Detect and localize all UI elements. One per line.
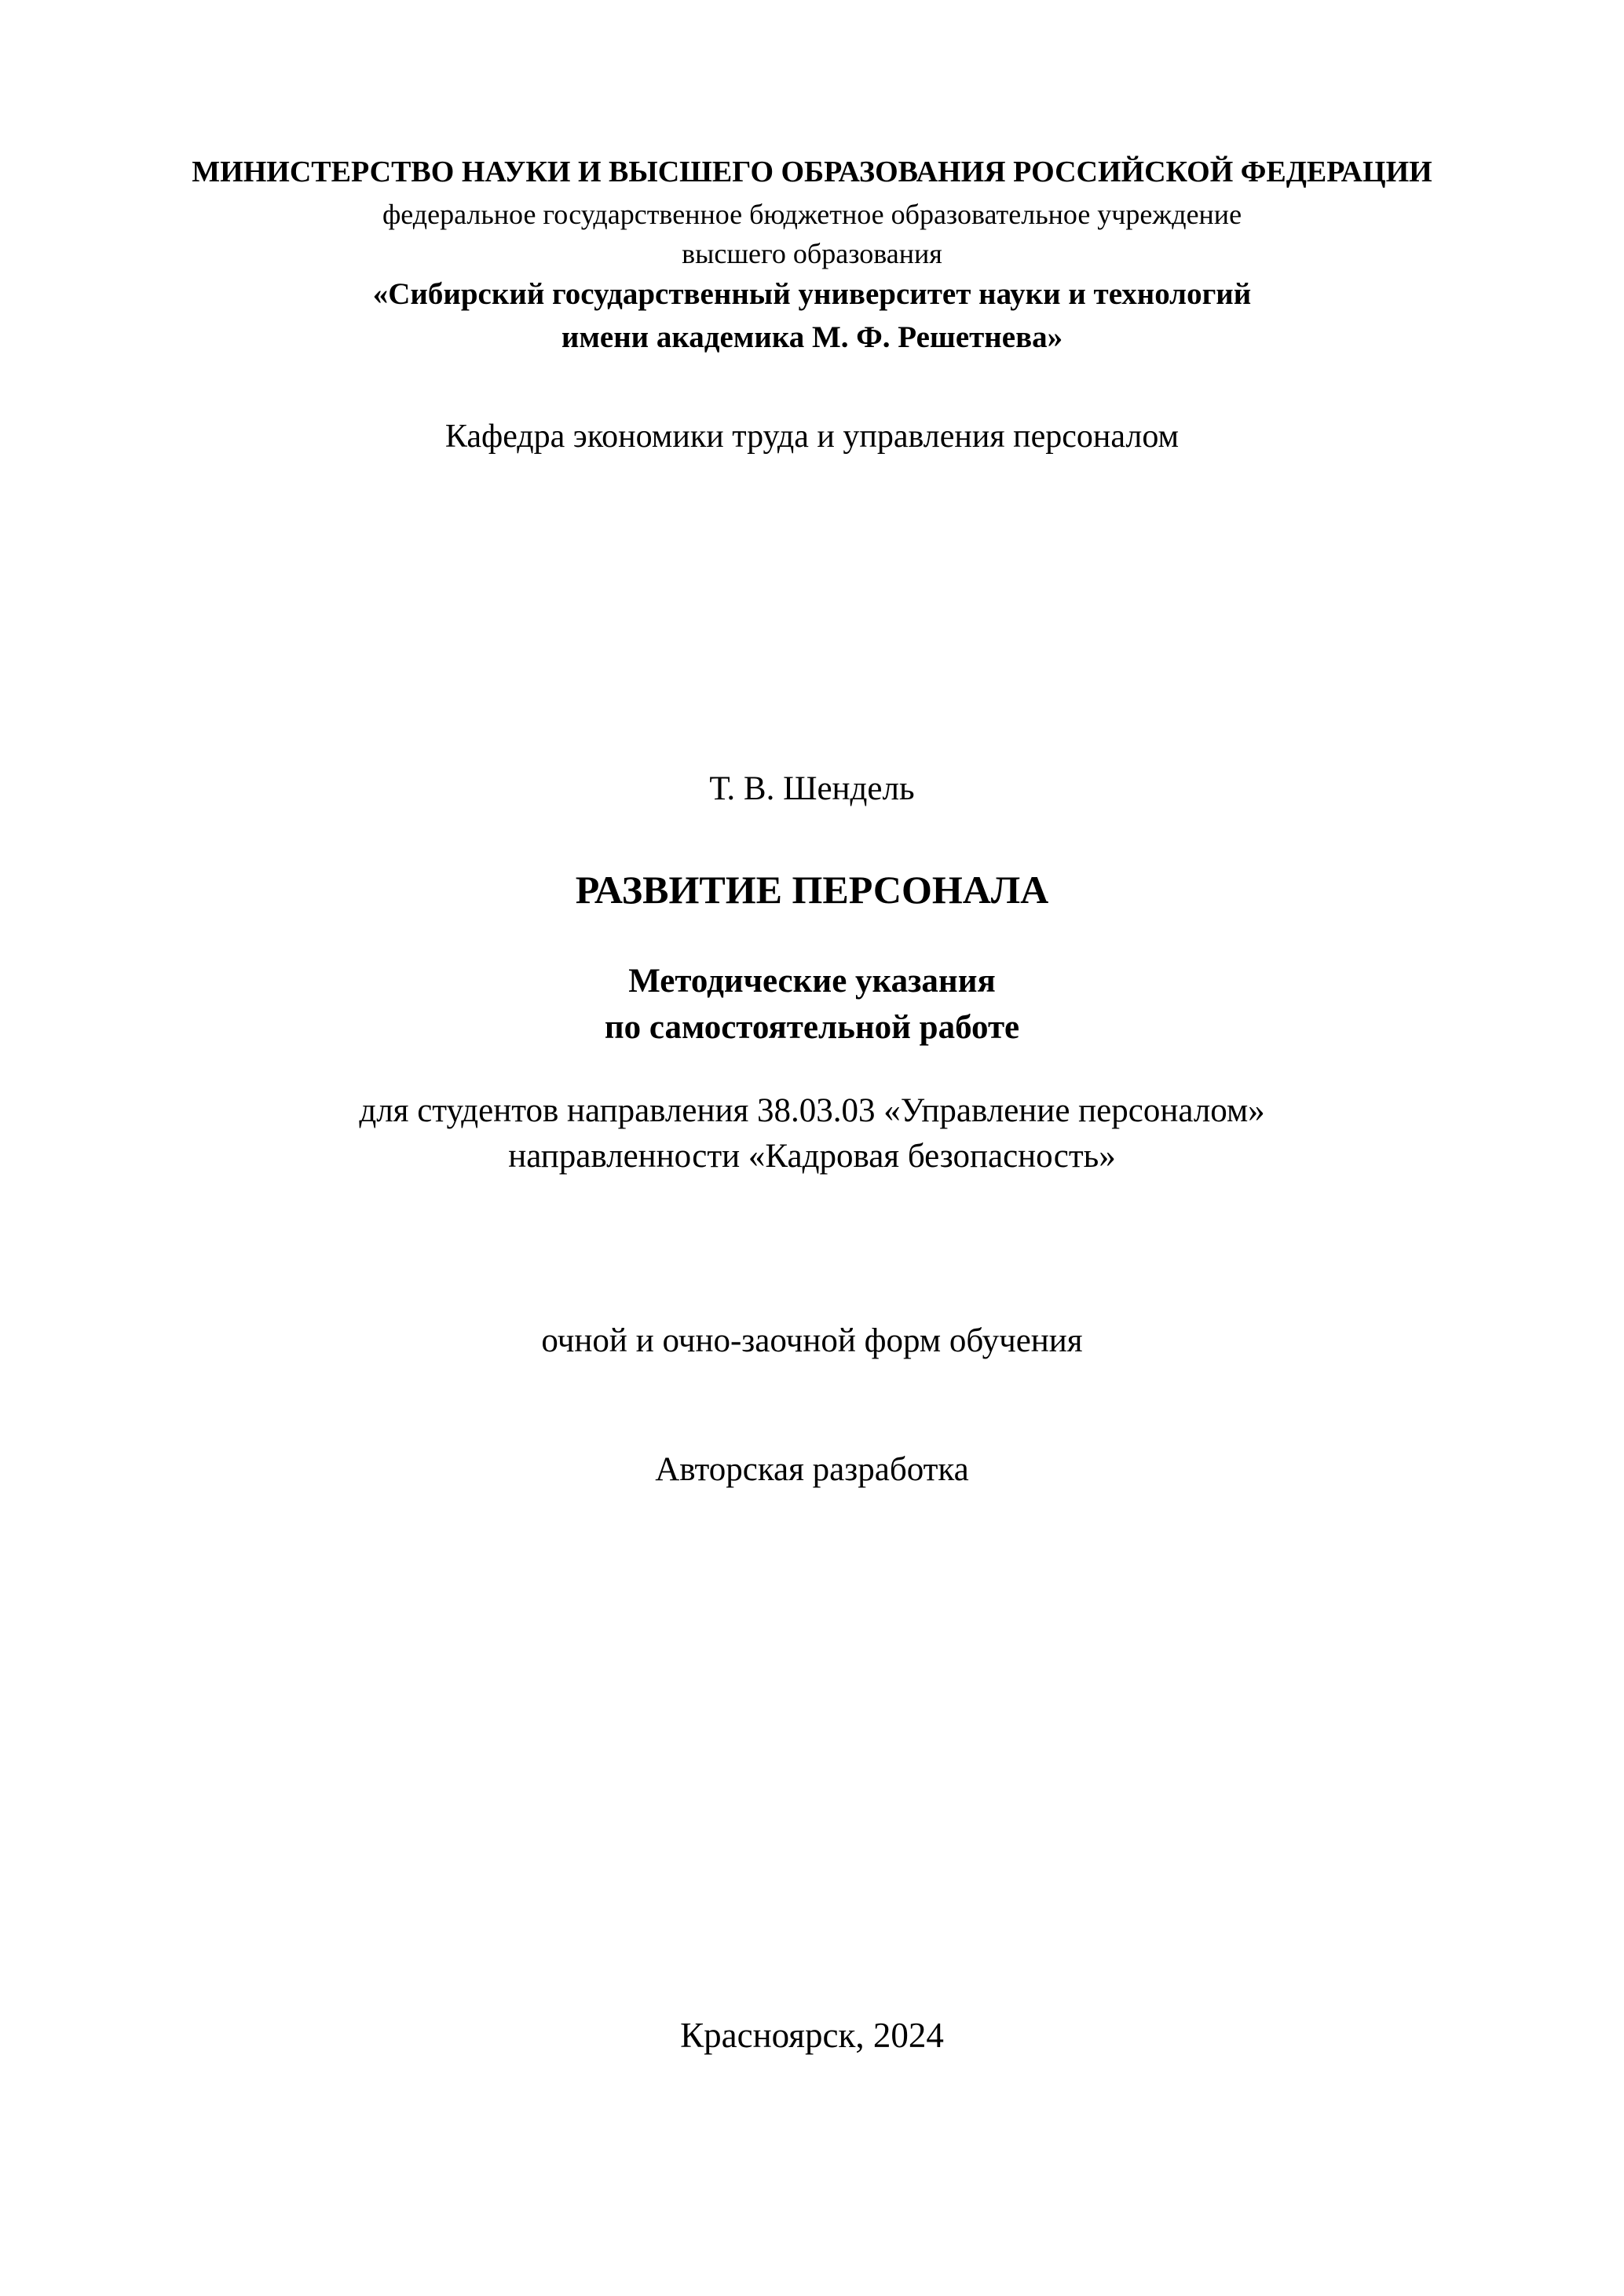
place-and-year: Красноярск, 2024 <box>680 2016 944 2055</box>
university-name-line2: имени академика М. Ф. Решетнева» <box>561 320 1063 354</box>
audience-line2: направленности «Кадровая безопасность» <box>508 1138 1116 1175</box>
author-name: Т. В. Шендель <box>709 770 915 807</box>
ministry-name: МИНИСТЕРСТВО НАУКИ И ВЫСШЕГО ОБРАЗОВАНИЯ РОССИЙСКОЙ ФЕДЕРАЦИИ <box>192 155 1432 188</box>
document-type-line2: по самостоятельной работе <box>604 1009 1020 1046</box>
document-type-line1: Методические указания <box>628 963 996 1000</box>
institution-type-line1: федеральное государственное бюджетное образовательное учреждение <box>382 199 1242 230</box>
study-forms: очной и очно-заочной форм обучения <box>541 1322 1083 1359</box>
document-title: РАЗВИТИЕ ПЕРСОНАЛА <box>575 868 1049 912</box>
institution-type-line2: высшего образования <box>682 238 942 269</box>
authorship-note: Авторская разработка <box>655 1451 969 1488</box>
audience-line1: для студентов направления 38.03.03 «Управление персоналом» <box>359 1092 1265 1129</box>
department-name: Кафедра экономики труда и управления персоналом <box>444 419 1180 455</box>
university-name-line1: «Сибирский государственный университет науки и технологий <box>372 277 1252 311</box>
